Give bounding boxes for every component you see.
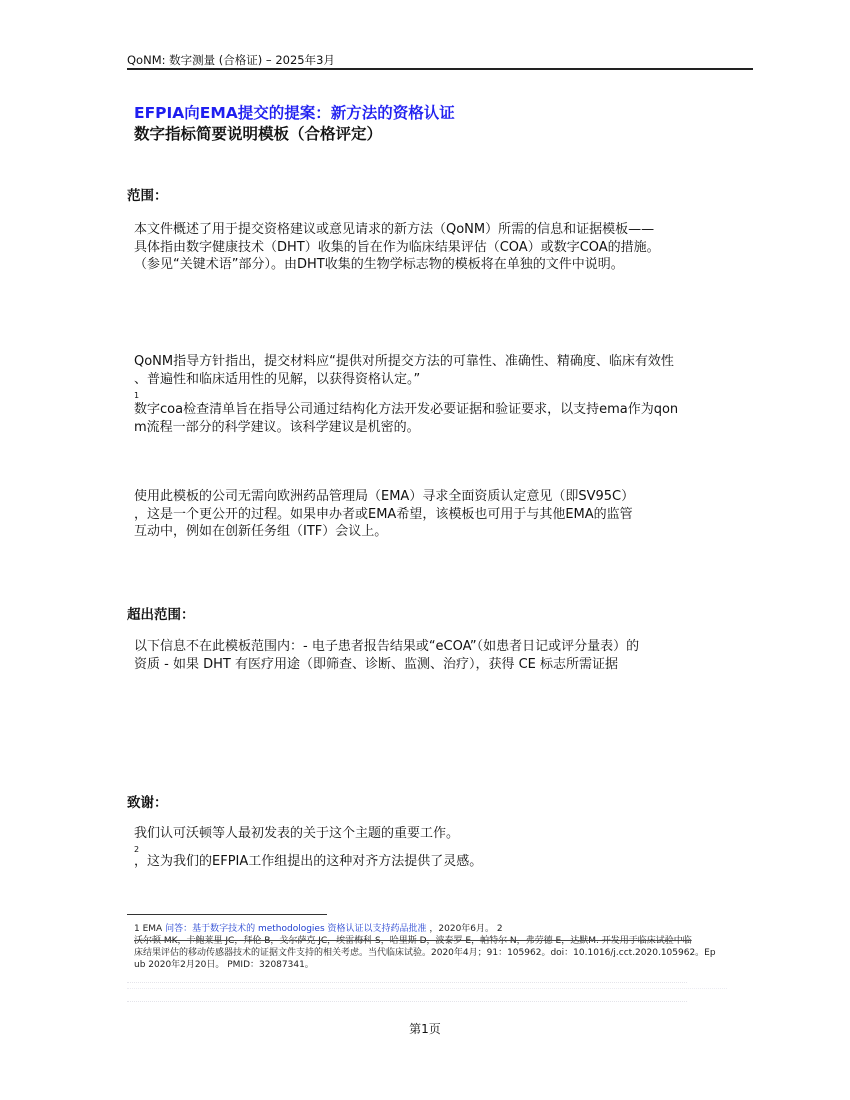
document-title: EFPIA向EMA提交的提案：新方法的资格认证 (134, 104, 455, 122)
header-rule (127, 68, 753, 70)
text-line: 本文件概述了用于提交资格建议或意见请求的新方法（QoNM）所需的信息和证据模板—— (134, 222, 655, 237)
scope-paragraph-4 (134, 488, 756, 541)
footnote-1-suffix: ，2020年6月。 2 (429, 924, 503, 934)
text-line: 、普遍性和临床适用性的见解，以获得资格认定。” (134, 371, 421, 387)
text-line: ，这是一个更公开的过程。如果申办者或EMA希望，该模板也可用于与其他EMA的监管 (134, 506, 633, 522)
text-line: 使用此模板的公司无需向欧洲药品管理局（EMA）寻求全面资质认定意见（即SV95C） (134, 489, 635, 504)
footnote-rule (127, 914, 327, 915)
text-line: QoNM指导方针指出，提交材料应“提供对所提交方法的可靠性、准确性、精确度、临床有效性 (134, 354, 674, 369)
out-of-scope-paragraph (134, 638, 756, 673)
text-line: 具体指由数字健康技术（DHT）收集的旨在作为临床结果评估（COA）或数字COA的措施。 (134, 239, 660, 255)
footnote-ref-1[interactable]: 1 (134, 391, 140, 400)
text-line: m流程一部分的科学建议。该科学建议是机密的。 (134, 419, 420, 435)
scope-paragraph-2 (134, 353, 756, 388)
out-of-scope-heading: 超出范围： (127, 607, 195, 623)
text-line: ，这为我们的EFPIA工作组提出的这种对齐方法提供了灵感。 (134, 854, 483, 869)
text-line: 互动中，例如在创新任务组（ITF）会议上。 (134, 524, 388, 539)
text-line: （参见“关键术语”部分）。由DHT收集的生物学标志物的模板将在单独的文件中说明。 (134, 257, 624, 272)
running-header: QoNM: 数字测量 (合格证) – 2025年3月 (127, 53, 335, 67)
footnote-1 (134, 923, 754, 935)
text-line: 以下信息不在此模板范围内：- 电子患者报告结果或“eCOA”（如患者日记或评分量表）的 (134, 639, 640, 654)
footnote-1-prefix: 1 EMA (134, 924, 163, 934)
scope-heading: 范围： (127, 188, 168, 204)
footnote-1-link[interactable]: 问答：基于数字技术的 methodologies 资格认证以支持药品批准 (165, 924, 427, 934)
page-number: 第1页 (409, 1022, 441, 1036)
footnotes (134, 923, 754, 971)
document-subtitle: 数字指标简要说明模板（合格评定） (134, 125, 383, 143)
footnote-ref-2[interactable]: 2 (134, 845, 140, 854)
footnote-2-line: ub 2020年2月20日。 PMID：32087341。 (134, 960, 314, 970)
faint-dotted-line (127, 988, 727, 995)
text-line: 我们认可沃顿等人最初发表的关于这个主题的重要工作。 (134, 826, 460, 841)
footnote-2-line: 沃尔顿 MK，卡鲍莱里 JC，拜伦 B，戈尔萨克 JC，埃雷梅科 S，哈里斯 D，波泰罗 E，帕特尔 N，弗劳德 E，达默M. 开发用于临床试验中临 (134, 936, 692, 946)
acknowledgement-line-1 (134, 825, 756, 843)
acknowledgement-line-2 (134, 853, 756, 871)
scope-paragraph-1 (134, 221, 756, 274)
scope-paragraph-3 (134, 401, 756, 436)
acknowledgement-heading: 致谢： (127, 795, 168, 811)
text-line: 资质 - 如果 DHT 有医疗用途（即筛查、诊断、监测、治疗），获得 CE 标志所需证据 (134, 656, 619, 672)
text-line: 数字coa检查清单旨在指导公司通过结构化方法开发必要证据和验证要求，以支持ema作为qon (134, 402, 679, 417)
footnote-2-line: 床结果评估的移动传感器技术的证据文件支持的相关考虑。当代临床试验。2020年4月；91：105962。doi：10.1016/j.cct.2020.105962。Ep (134, 948, 716, 958)
